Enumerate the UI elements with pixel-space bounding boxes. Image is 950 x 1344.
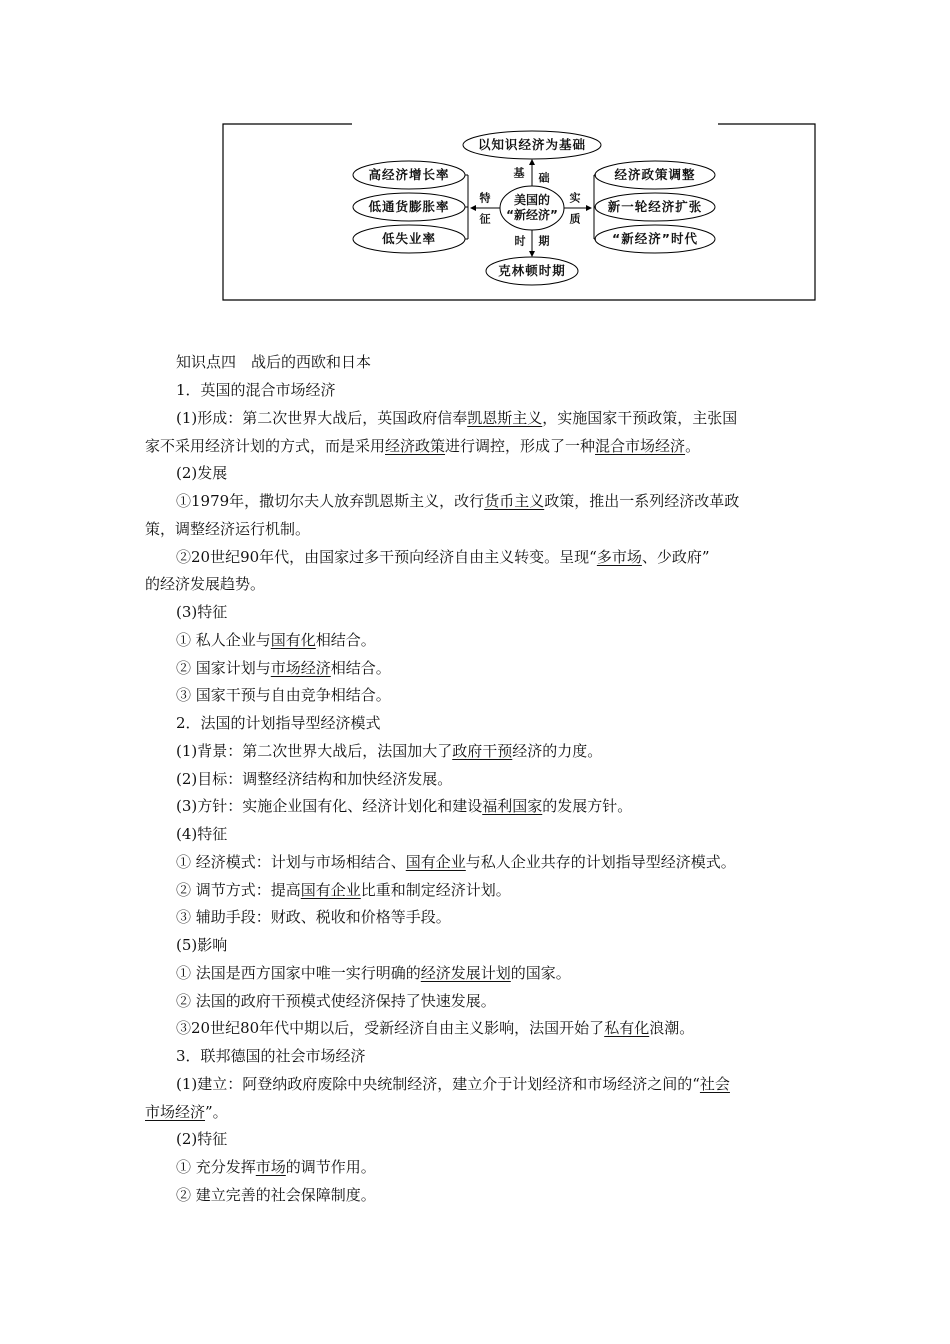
britain-dev-1-line1: ①1979年，撒切尔夫人放弃凯恩斯主义，改行货币主义政策，推出一系列经济改革政 — [176, 492, 740, 510]
britain-dev-1-line2: 策，调整经济运行机制。 — [145, 520, 311, 538]
node-center-line2: “新经济” — [506, 208, 558, 222]
britain-feature-3: ③ 国家干预与自由竞争相结合。 — [176, 686, 391, 704]
france-background: (1)背景：第二次世界大战后，法国加大了政府干预经济的力度。 — [176, 742, 603, 760]
edge-label-top-2: 础 — [538, 171, 550, 185]
node-left-3: 低失业率 — [381, 230, 437, 246]
node-right-2: 新一轮经济扩张 — [607, 198, 703, 214]
edge-label-top-1: 基 — [513, 166, 525, 180]
germany-feature-2: ② 建立完善的社会保障制度。 — [176, 1186, 376, 1204]
node-clinton-era: 克林顿时期 — [498, 262, 566, 278]
france-impact-3: ③20世纪80年代中期以后，受新经济自由主义影响，法国开始了私有化浪潮。 — [176, 1019, 695, 1037]
germany-title: 3．联邦德国的社会市场经济 — [176, 1047, 366, 1065]
britain-title: 1．英国的混合市场经济 — [176, 381, 336, 399]
france-impact: (5)影响 — [176, 936, 228, 954]
britain-features: (3)特征 — [176, 603, 228, 621]
concept-diagram — [222, 123, 816, 301]
france-policy: (3)方针：实施企业国有化、经济计划化和建设福利国家的发展方针。 — [176, 797, 633, 815]
france-impact-1: ① 法国是西方国家中唯一实行明确的经济发展计划的国家。 — [176, 964, 571, 982]
germany-establish-line1: (1)建立：阿登纳政府废除中央统制经济，建立介于计划经济和市场经济之间的“社会 — [176, 1075, 730, 1093]
section-heading: 知识点四 战后的西欧和日本 — [176, 353, 372, 371]
france-goal: (2)目标：调整经济结构和加快经济发展。 — [176, 770, 453, 788]
germany-establish-line2: 市场经济”。 — [145, 1103, 228, 1121]
node-right-3: “新经济”时代 — [612, 230, 698, 246]
france-feature-1: ① 经济模式：计划与市场相结合、国有企业与私人企业共存的计划指导型经济模式。 — [176, 853, 736, 871]
edge-label-right-1: 实 — [569, 191, 581, 205]
britain-dev-2-line1: ②20世纪90年代，由国家过多干预向经济自由主义转变。呈现“多市场、少政府” — [176, 548, 710, 566]
germany-feature-1: ① 充分发挥市场的调节作用。 — [176, 1158, 376, 1176]
germany-features: (2)特征 — [176, 1130, 228, 1148]
france-features: (4)特征 — [176, 825, 228, 843]
edge-label-right-2: 质 — [569, 212, 581, 226]
britain-dev-2-line2: 的经济发展趋势。 — [145, 575, 266, 593]
britain-formation-line2: 家不采用经济计划的方式，而是采用经济政策进行调控，形成了一种混合市场经济。 — [145, 437, 701, 455]
britain-formation-line1: (1)形成：第二次世界大战后，英国政府信奉凯恩斯主义，实施国家干预政策，主张国 — [176, 409, 738, 427]
france-feature-3: ③ 辅助手段：财政、税收和价格等手段。 — [176, 908, 451, 926]
node-center — [506, 193, 558, 223]
node-left-1: 高经济增长率 — [368, 166, 450, 182]
node-center-line1: 美国的 — [513, 193, 550, 207]
france-title: 2．法国的计划指导型经济模式 — [176, 714, 381, 732]
france-feature-2: ② 调节方式：提高国有企业比重和制定经济计划。 — [176, 881, 511, 899]
britain-feature-2: ② 国家计划与市场经济相结合。 — [176, 659, 391, 677]
edge-label-left-2: 征 — [479, 212, 491, 226]
edge-label-bottom-1: 时 — [514, 234, 526, 248]
edge-label-left-1: 特 — [479, 191, 491, 205]
node-right-1: 经济政策调整 — [614, 166, 696, 182]
node-left-2: 低通货膨胀率 — [368, 198, 450, 214]
britain-feature-1: ① 私人企业与国有化相结合。 — [176, 631, 376, 649]
edge-label-bottom-2: 期 — [538, 234, 550, 248]
france-impact-2: ② 法国的政府干预模式使经济保持了快速发展。 — [176, 992, 496, 1010]
node-knowledge-economy: 以知识经济为基础 — [477, 136, 587, 152]
britain-development: (2)发展 — [176, 464, 228, 482]
